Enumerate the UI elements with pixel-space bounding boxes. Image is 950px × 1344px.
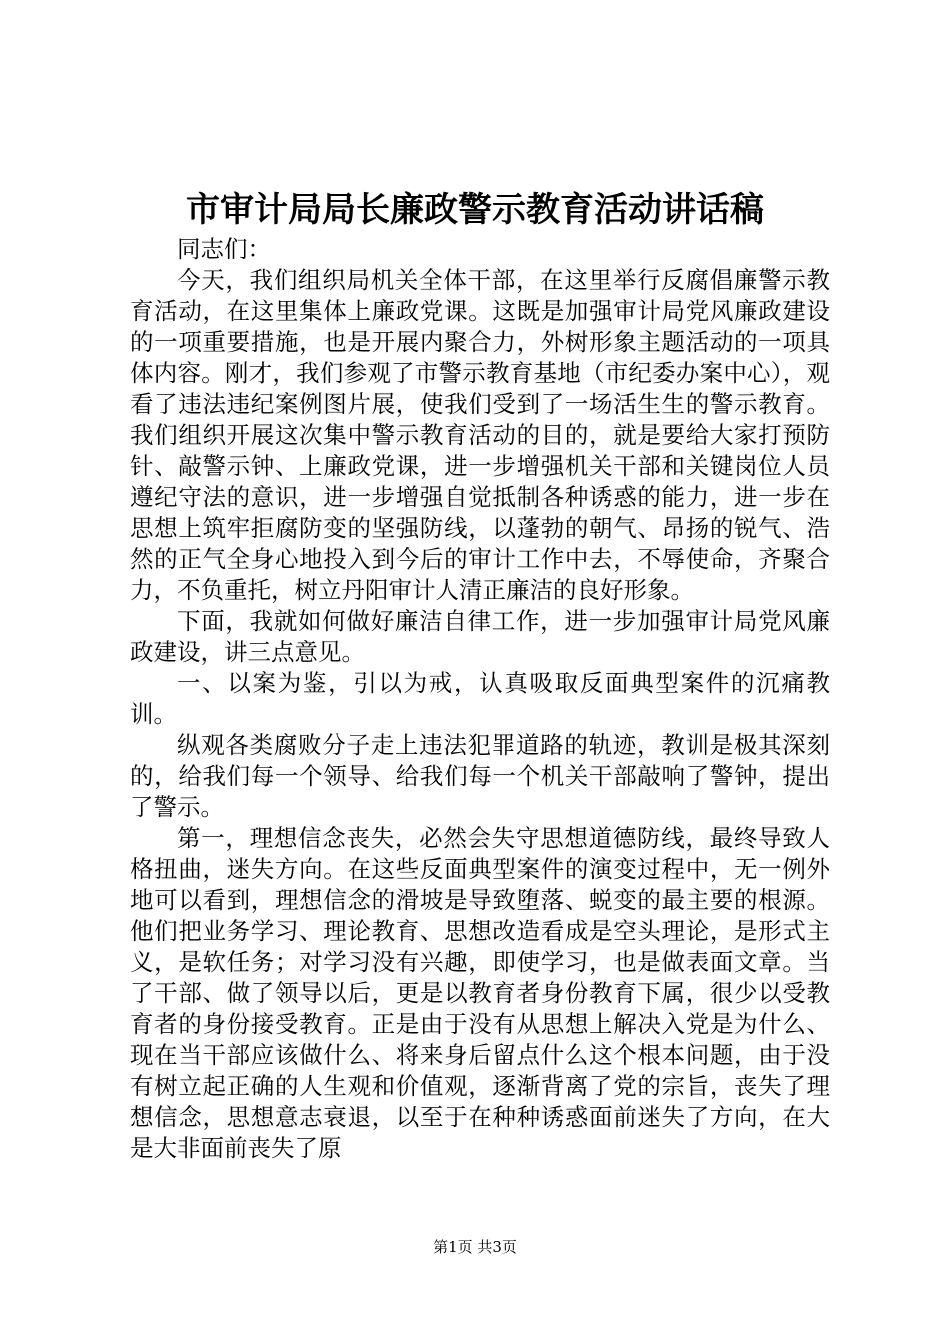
paragraph-intro: 今天，我们组织局机关全体干部，在这里举行反腐倡廉警示教育活动，在这里集体上廉政党课。这既是加强审计局党风廉政建设的一项重要措施，也是开展内聚合力，外树形象主题活动的一项具体内容。刚才，我们参观了市警示教育基地（市纪委办案中心），观看了违法违纪案例图片展，使我们受到了一场活生生的警示教育。我们组织开展这次集中警示教育活动的目的，就是要给大家打预防针、敲警示钟、上廉政党课，进一步增强机关干部和关键岗位人员遵纪守法的意识，进一步增强自觉抵制各种诱惑的能力，进一步在思想上筑牢拒腐防变的坚强防线，以蓬勃的朝气、昂扬的锐气、浩然的正气全身心地投入到今后的审计工作中去，不辱使命，齐聚合力，不负重托，树立丹阳审计人清正廉洁的良好形象。 <box>130 266 830 604</box>
paragraph-salutation: 同志们： <box>177 235 271 263</box>
section-heading-1: 一、以案为鉴，引以为戒，认真吸取反面典型案件的沉痛教训。 <box>130 669 830 728</box>
document-title: 市审计局局长廉政警示教育活动讲话稿 <box>186 190 764 230</box>
paragraph-lessons: 纵观各类腐败分子走上违法犯罪道路的轨迹，教训是极其深刻的，给我们每一个领导、给我们每一个机关干部敲响了警钟，提出了警示。 <box>130 731 830 821</box>
paragraph-overview: 下面，我就如何做好廉洁自律工作，进一步加强审计局党风廉政建设，讲三点意见。 <box>130 607 830 666</box>
page-number-footer: 第1页 共3页 <box>433 1238 517 1256</box>
paragraph-point-1: 第一，理想信念丧失，必然会失守思想道德防线，最终导致人格扭曲，迷失方向。在这些反面典型案件的演变过程中，无一例外地可以看到，理想信念的滑坡是导致堕落、蜕变的最主要的根源。他们把业务学习、理论教育、思想改造看成是空头理论，是形式主义，是软任务；对学习没有兴趣，即使学习，也是做表面文章。当了干部、做了领导以后，更是以教育者身份教育下属，很少以受教育者的身份接受教育。正是由于没有从思想上解决入党是为什么、现在当干部应该做什么、将来身后留点什么这个根本问题，由于没有树立起正确的人生观和价值观，逐渐背离了党的宗旨，丧失了理想信念，思想意志衰退，以至于在种种诱惑面前迷失了方向，在大是大非面前丧失了原 <box>130 824 830 1162</box>
document-body <box>130 234 830 1164</box>
